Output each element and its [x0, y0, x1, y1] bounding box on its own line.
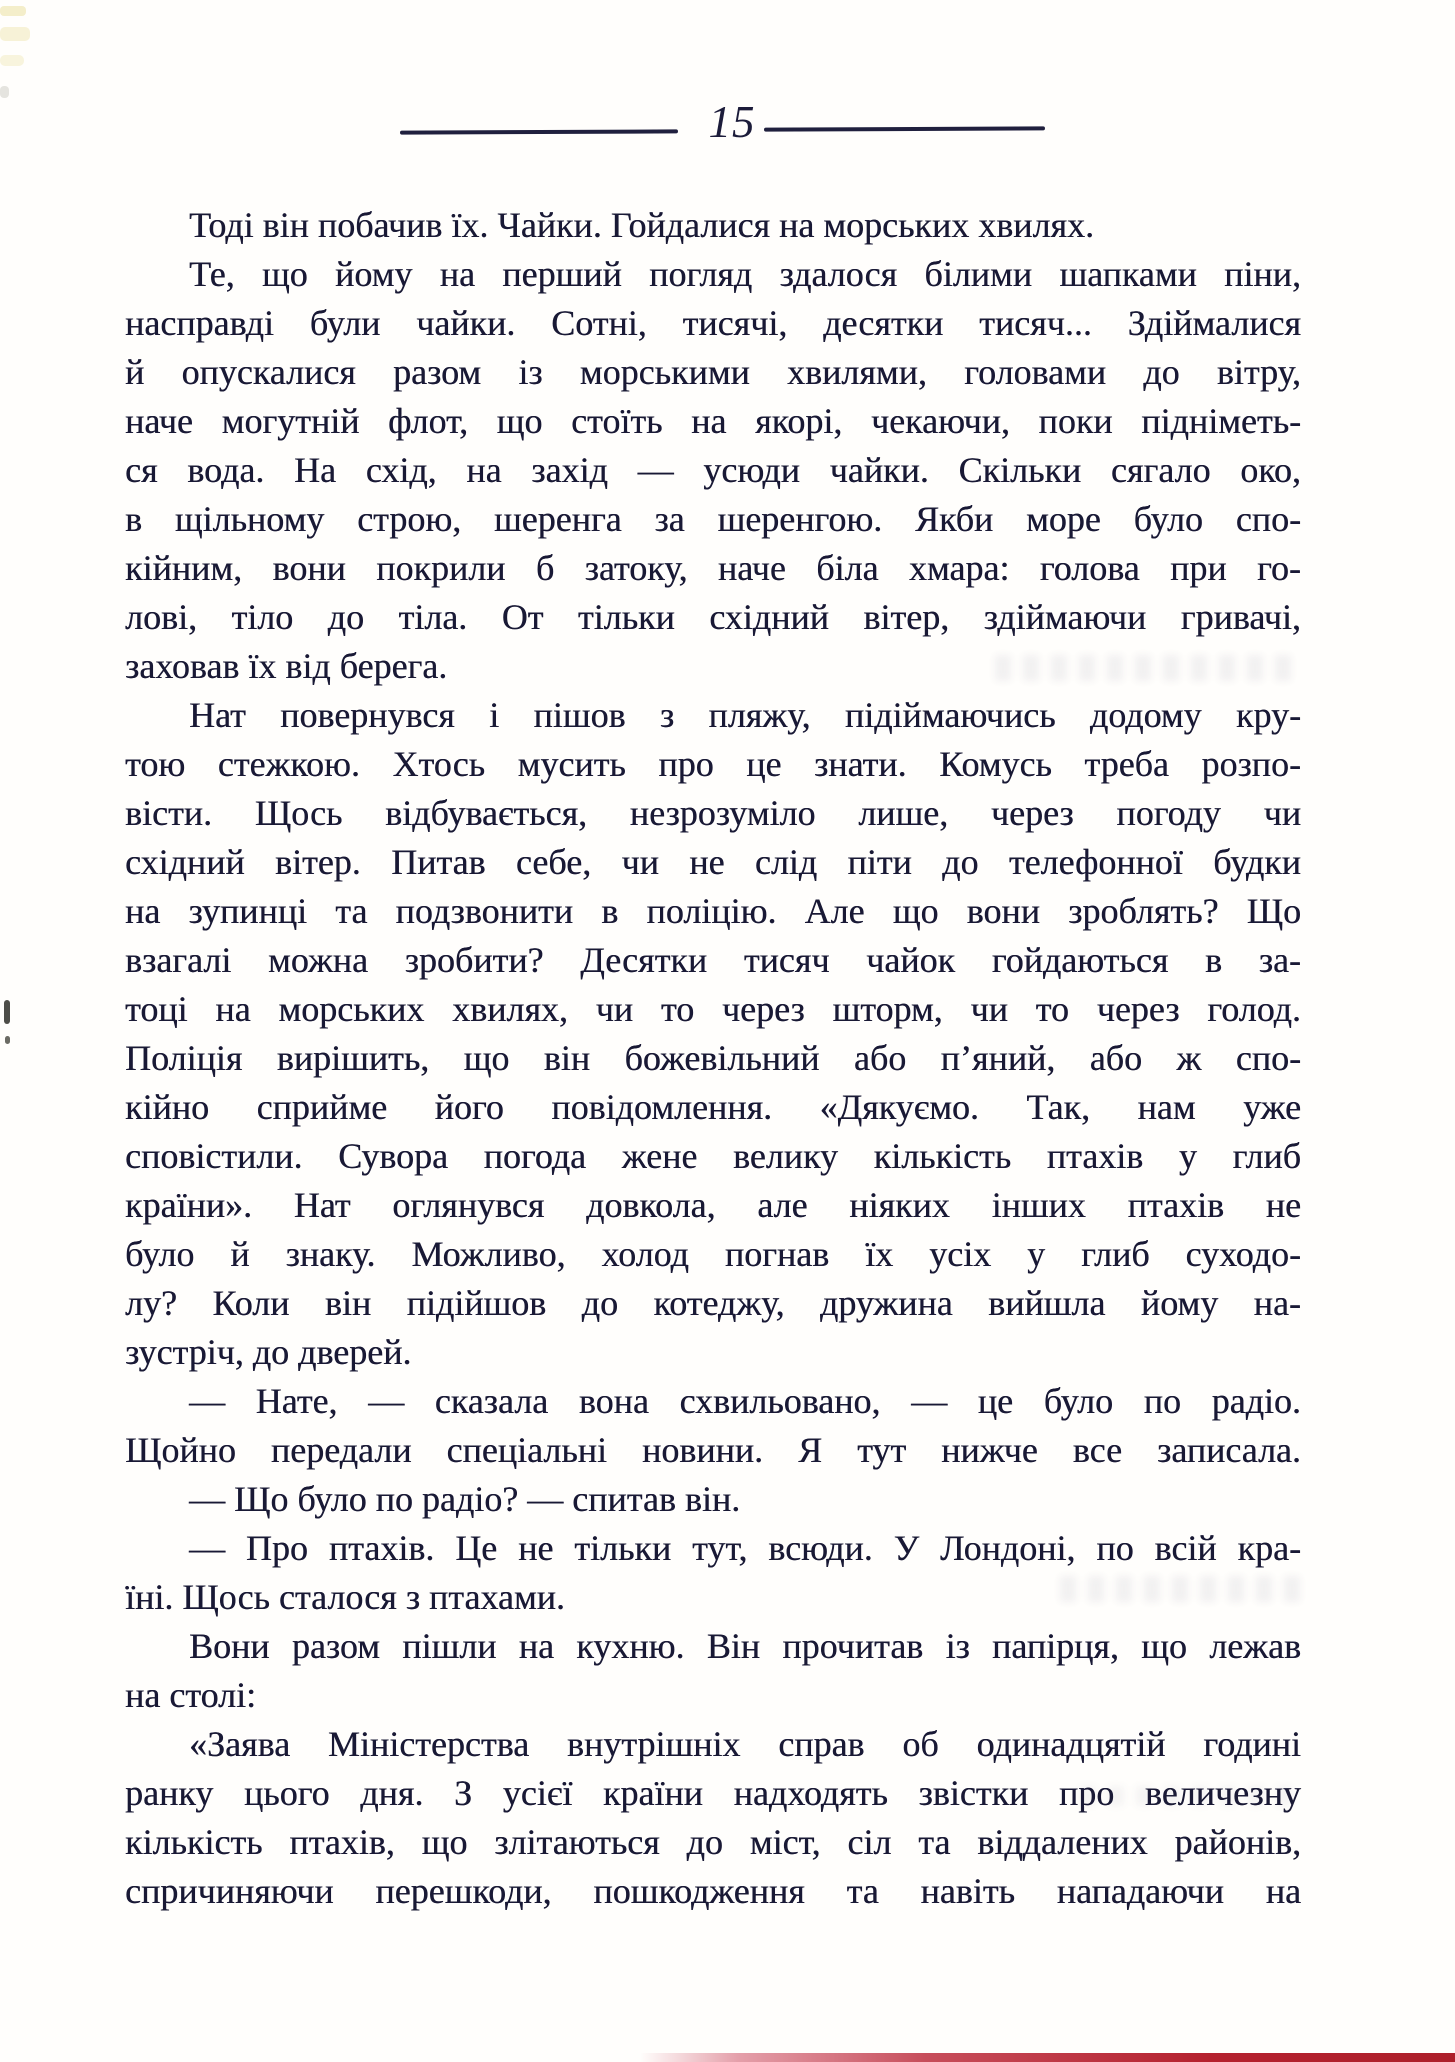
text-line: взагалі можна зробити? Десятки тисяч чайок гойдаються в за- [125, 940, 1301, 980]
scan-red-edge [640, 2053, 1455, 2062]
text-line: спричиняючи перешкоди, пошкодження та навіть нападаючи на [125, 1871, 1301, 1911]
text-line: східний вітер. Питав себе, чи не слід піти до телефонної будки [125, 842, 1301, 882]
body-text [125, 201, 1301, 1916]
text-line: кількість птахів, що злітаються до міст, сіл та віддалених районів, [125, 1822, 1301, 1862]
text-line: Поліція вирішить, що він божевільний або п’яний, або ж спо- [125, 1038, 1301, 1078]
scan-smudge [0, 27, 30, 41]
text-line: — Про птахів. Це не тільки тут, всюди. У Лондоні, по всій кра- [189, 1528, 1301, 1568]
scan-smudge [0, 55, 24, 66]
text-line: їні. Щось сталося з птахами. [125, 1577, 565, 1617]
text-line: Нат повернувся і пішов з пляжу, підіймаючись додому кру- [189, 695, 1301, 735]
text-line: Вони разом пішли на кухню. Він прочитав із папірця, що лежав [189, 1626, 1301, 1666]
text-line: вісти. Щось відбувається, незрозуміло лише, через погоду чи [125, 793, 1301, 833]
text-line: — Що було по радіо? — спитав він. [189, 1479, 741, 1519]
text-line: наче могутній флот, що стоїть на якорі, чекаючи, поки підніметь- [125, 401, 1301, 441]
text-line: було й знаку. Можливо, холод погнав їх усіх у глиб суходо- [125, 1234, 1301, 1274]
text-line: зустріч, до дверей. [125, 1332, 412, 1372]
text-line: насправді були чайки. Сотні, тисячі, десятки тисяч... Здіймалися [125, 303, 1301, 343]
text-line: тою стежкою. Хтось мусить про це знати. Комусь треба розпо- [125, 744, 1301, 784]
text-line: — Нате, — сказала вона схвильовано, — це було по радіо. [189, 1381, 1301, 1421]
text-line: на зупинці та подзвонити в поліцію. Але що вони зроблять? Що [125, 891, 1301, 931]
text-line: «Заява Міністерства внутрішніх справ об одинадцятій годині [189, 1724, 1301, 1764]
text-line: країни». Нат оглянувся довкола, але ніяких інших птахів не [125, 1185, 1301, 1225]
text-line: лу? Коли він підійшов до котеджу, дружина вийшла йому на- [125, 1283, 1301, 1323]
text-line: кійно сприйме його повідомлення. «Дякуємо. Так, нам уже [125, 1087, 1301, 1127]
text-line: й опускалися разом із морськими хвилями, головами до вітру, [125, 352, 1301, 392]
text-line: тоці на морських хвилях, чи то через шторм, чи то через голод. [125, 989, 1301, 1029]
text-line: кійним, вони покрили б затоку, наче біла хмара: голова при го- [125, 548, 1301, 588]
text-line: на столі: [125, 1675, 256, 1715]
header-rule-right [764, 126, 1045, 131]
header-rule-left [400, 129, 678, 134]
text-line: в щільному строю, шеренга за шеренгою. Якби море було спо- [125, 499, 1301, 539]
text-line: Те, що йому на перший погляд здалося білими шапками піни, [189, 254, 1301, 294]
text-line: Щойно передали спеціальні новини. Я тут нижче все записала. [125, 1430, 1301, 1470]
text-line: сповістили. Сувора погода жене велику кількість птахів у глиб [125, 1136, 1301, 1176]
text-line: ранку цього дня. З усієї країни надходять звістки про величезну [125, 1773, 1301, 1813]
text-line: ся вода. На схід, на захід — усюди чайки. Скільки сягало око, [125, 450, 1301, 490]
scan-edge-mark [5, 1036, 10, 1044]
text-line: лові, тіло до тіла. От тільки східний вітер, здіймаючи гривачі, [125, 597, 1301, 637]
scan-edge-mark [4, 1000, 10, 1024]
scan-smudge [0, 6, 26, 16]
scan-smudge [0, 86, 9, 98]
text-line: заховав їх від берега. [125, 646, 448, 686]
page-number: 15 [708, 97, 756, 147]
text-line: Тоді він побачив їх. Чайки. Гойдалися на морських хвилях. [189, 205, 1094, 245]
